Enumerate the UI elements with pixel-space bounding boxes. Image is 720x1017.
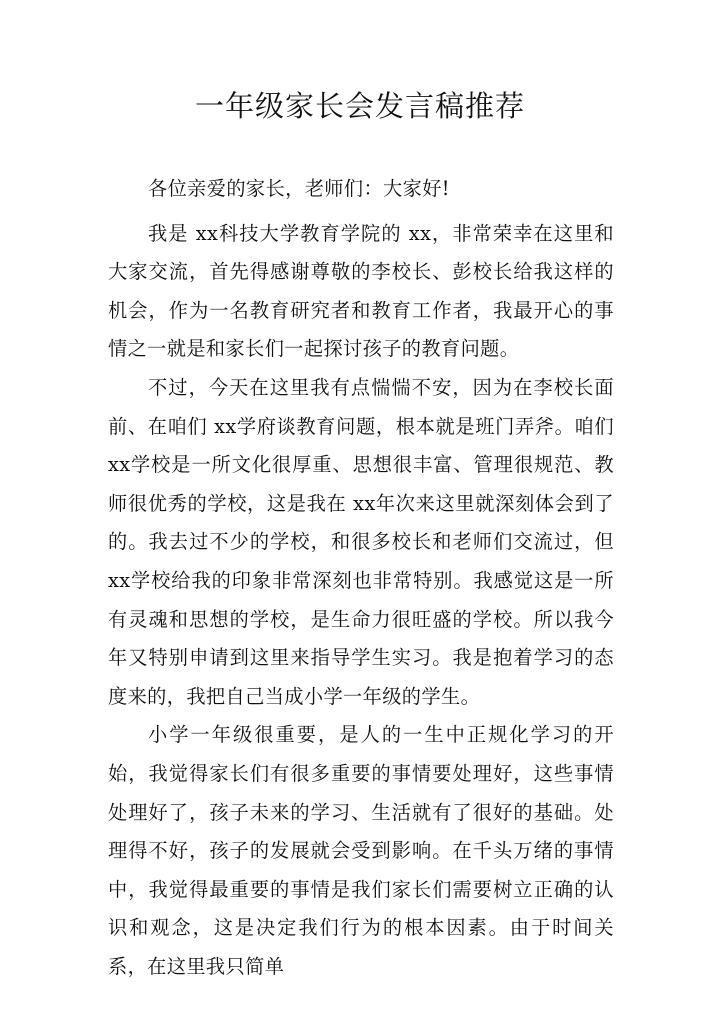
- document-title: 一年级家长会发言稿推荐: [194, 89, 525, 123]
- paragraph-greeting: 各位亲爱的家长，老师们：大家好!: [148, 177, 450, 200]
- paragraph-school-praise: 不过，今天在这里我有点惴惴不安，因为在李校长面前、在咱们 xx学府谈教育问题，根本就是班门弄斧。咱们 xx学校是一所文化很厚重、思想很丰富、管理很规范、教师很优秀的学校，这是我在 xx年次来这里就深刻体会到了的。我去过不少的学校，和很多校长和老师们交流过，但 xx学校给我的印象非常深刻也非常特别。我感觉这是一所有灵魂和思想的学校，是生命力很旺盛的学校。所以我今年又特别申请到这里来指导学生实习。我是抱着学习的态度来的，我把自己当成小学一年级的学生。: [108, 375, 614, 708]
- paragraph-introduction: 我是 xx科技大学教育学院的 xx，非常荣幸在这里和大家交流，首先得感谢尊敬的李校长、彭校长给我这样的机会，作为一名教育研究者和教育工作者，我最开心的事情之一就是和家长们一起探讨孩子的教育问题。: [108, 221, 614, 361]
- paragraph-first-grade-importance: 小学一年级很重要，是人的一生中正规化学习的开始，我觉得家长们有很多重要的事情要处理好，这些事情处理好了，孩子未来的学习、生活就有了很好的基础。处理得不好，孩子的发展就会受到影响。在千头万绪的事情中，我觉得最重要的事情是我们家长们需要树立正确的认识和观念，这是决定我们行为的根本因素。由于时间关系，在这里我只简单: [108, 723, 614, 978]
- document-body: [108, 170, 614, 986]
